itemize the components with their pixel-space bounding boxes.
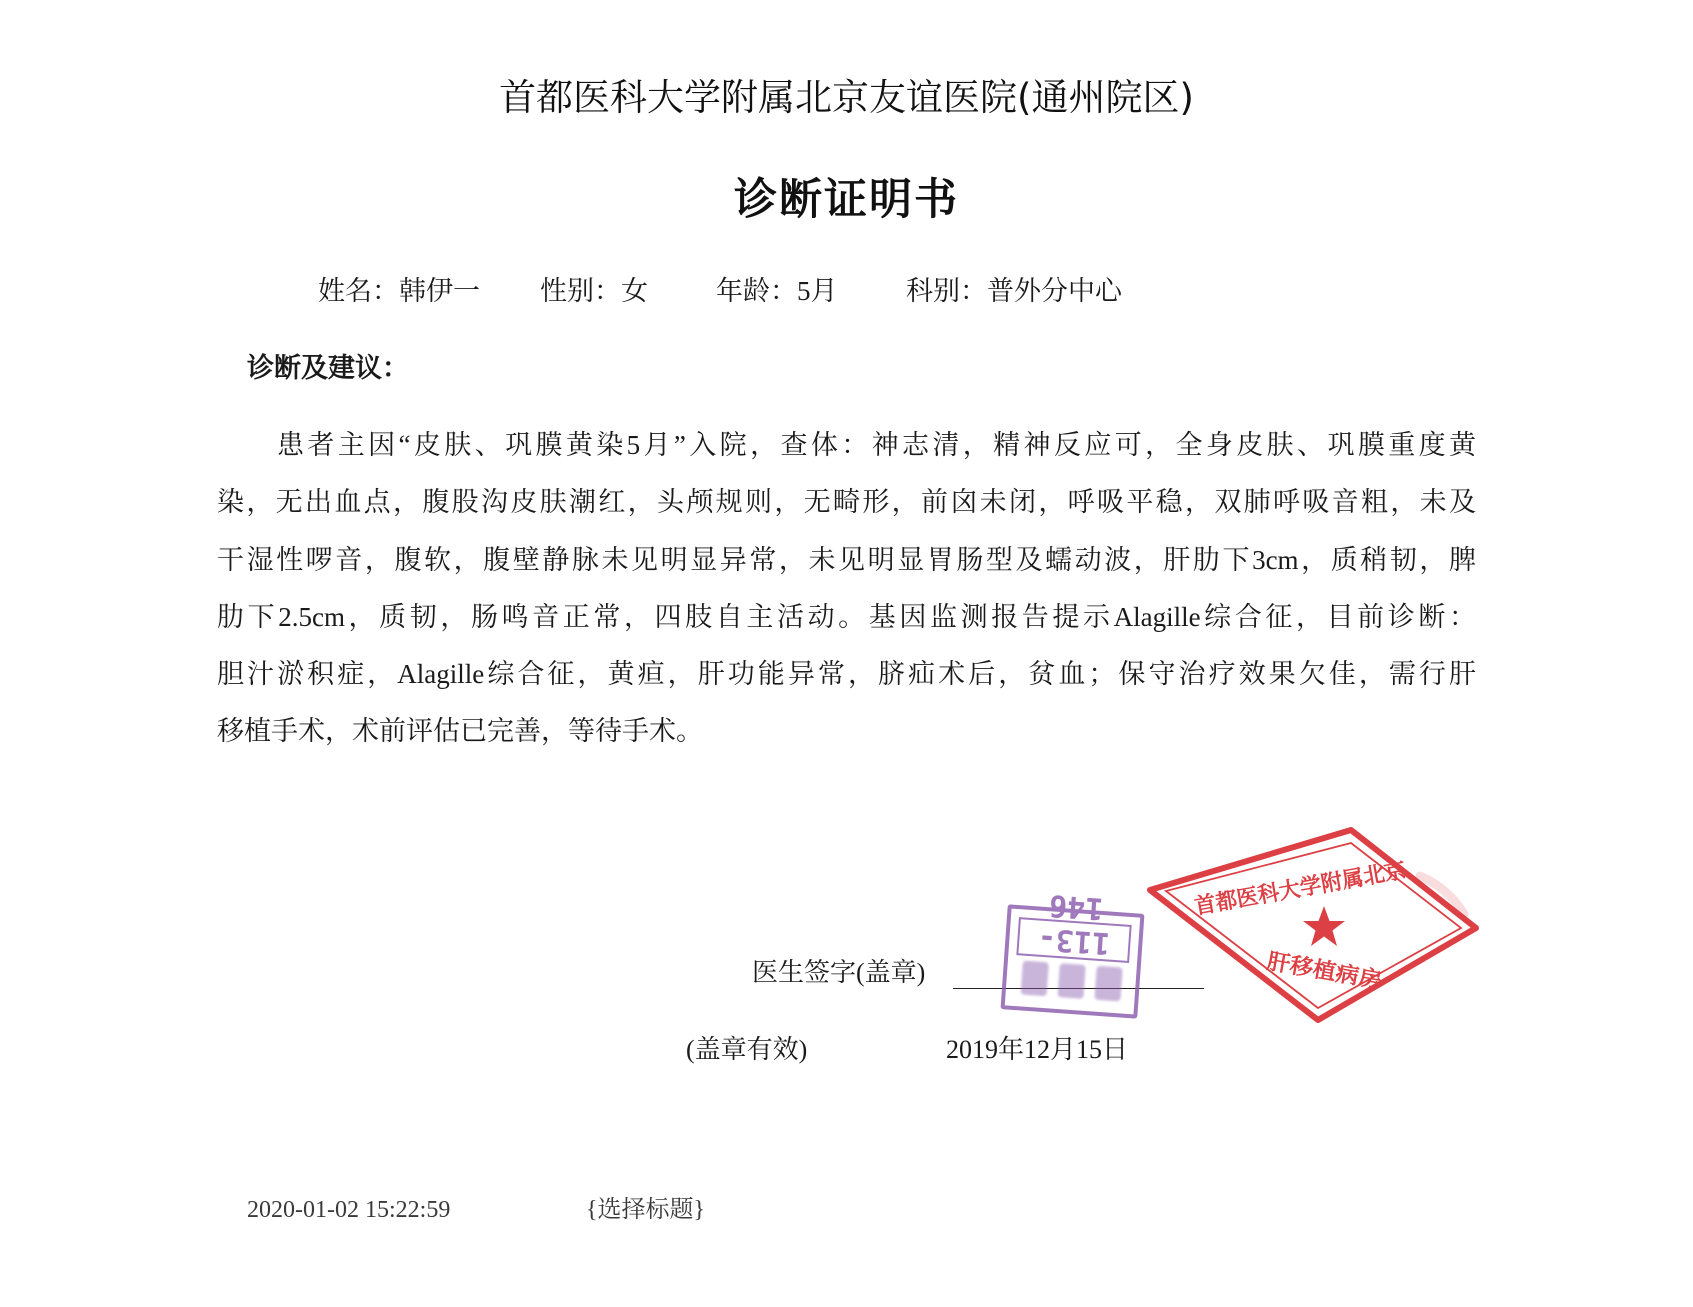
diagnosis-text-line: 患者主因“皮肤、巩膜黄染5月”入院，查体：神志清，精神反应可，全身皮肤、巩膜重度黄 [277,430,1476,460]
print-timestamp: 2020-01-02 15:22:59 [247,1197,451,1223]
department-field [906,271,1122,311]
diagnosis-text-line: 肋下2.5cm，质韧，肠鸣音正常，四肢自主活动。基因监测报告提示Alagille综合征，目前诊断： [217,602,1476,632]
patient-name-label: 姓名： [318,276,399,306]
diagnosis-text-line: 染，无出血点，腹股沟皮肤潮红，头颅规则，无畸形，前囟未闭，呼吸平稳，双肺呼吸音粗，未及 [217,487,1476,517]
diagnosis-heading: 诊断及建议： [247,353,409,384]
stamp-arc-text: 首都医科大学附属北京 [1192,857,1414,920]
hospital-name: 首都医科大学附属北京友谊医院(通州院区) [499,76,1194,119]
stamp-ink-mark [1057,963,1085,999]
patient-sex-value: 女 [621,276,648,306]
doctor-stamp-name-area [1015,954,1127,1005]
department-value: 普外分中心 [987,276,1122,306]
stamp-center-text: 肝移植病房 [1264,949,1378,994]
department-label: 科别： [906,276,987,306]
patient-sex-label: 性别： [540,276,621,306]
star-icon [1303,906,1345,946]
issue-date: 2019年12月15日 [946,1035,1129,1064]
stamp-faded-ink [1420,876,1464,914]
patient-name-value: 韩伊一 [399,276,480,306]
doctor-signature-label: 医生签字(盖章) [752,958,926,987]
hospital-stamp [1130,810,1500,1040]
diagnosis-text-line: 胆汁淤积症，Alagille综合征，黄疸，肝功能异常，脐疝术后，贫血；保守治疗效果欠佳，需行肝 [217,659,1476,689]
template-title-placeholder: {选择标题} [586,1197,706,1223]
diagnosis-text-line: 移植手术，术前评估已完善，等待手术。 [217,716,703,746]
document-title: 诊断证明书 [734,175,959,225]
stamp-ink-mark [1094,966,1122,1002]
patient-sex-field [540,271,648,311]
stamp-ink-mark [1021,961,1049,997]
patient-age-label: 年龄： [716,276,797,306]
doctor-stamp-code: 113-146 [1016,917,1131,963]
seal-validity-note: (盖章有效) [686,1035,808,1064]
patient-name-field [318,271,480,311]
patient-age-field [716,271,838,311]
doctor-stamp [1001,887,1145,1018]
diagnosis-text-line: 干湿性啰音，腹软，腹壁静脉未见明显异常，未见明显胃肠型及蠕动波，肝肋下3cm，质稍韧，脾 [217,545,1476,575]
patient-age-value: 5月 [797,276,838,306]
